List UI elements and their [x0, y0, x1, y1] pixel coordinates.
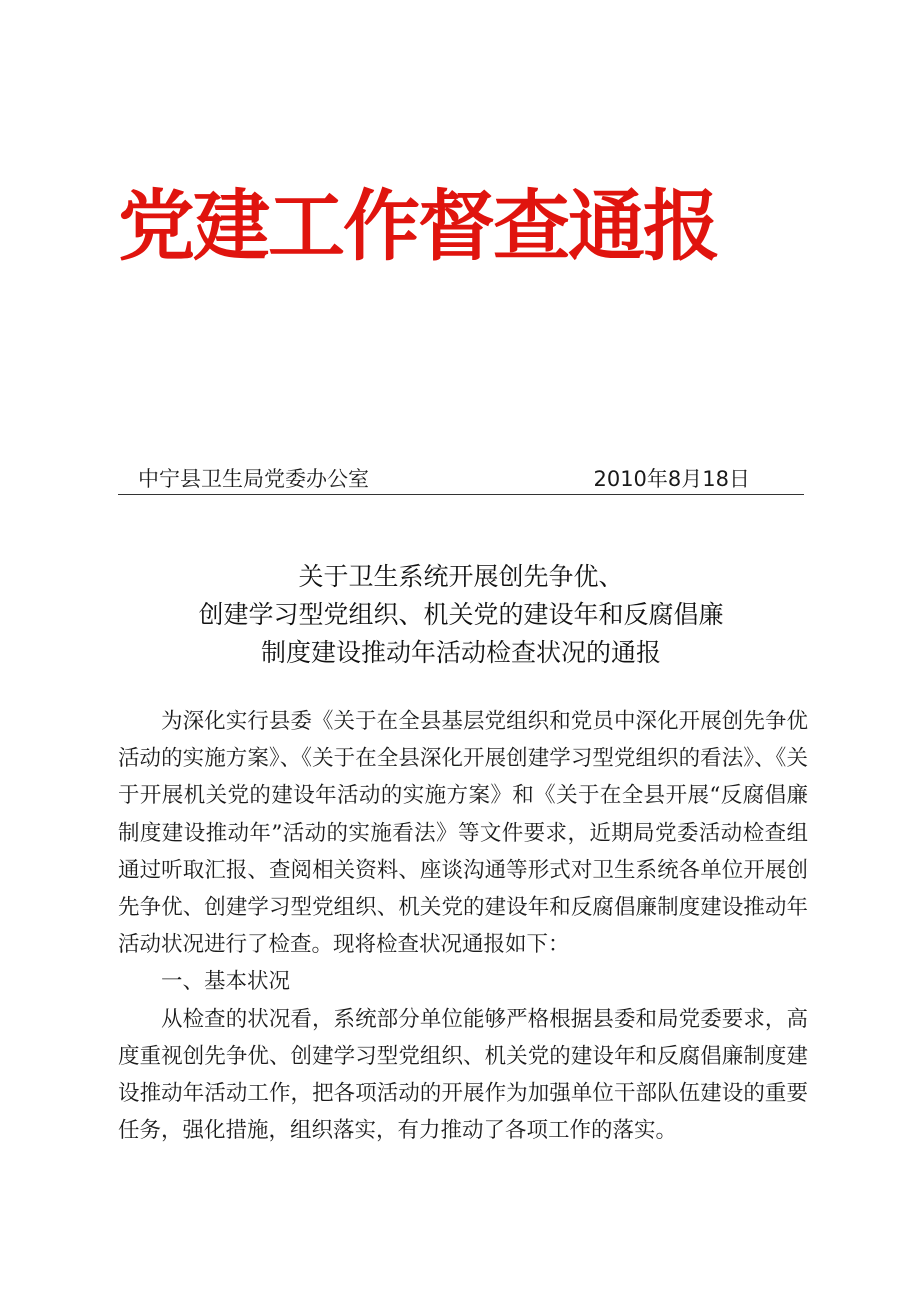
section-heading: 一、基本状况 [161, 969, 291, 995]
body-paragraph: 为深化实行县委《关于在全县基层党组织和党员中深化开展创先争优活动的实施方案》、《关于在全县深化开展创建学习型党组织的看法》、《关于开展机关党的建设年活动的实施方案》和《关于在全县开展“反腐倡廉制度建设推动年”活动的实施看法》等文件要求，近期局党委活动检查组通过听取汇报、查阅相关资料、座谈沟通等形式对卫生系统各单位开展创先争优、创建学习型党组织、机关党的建设年和反腐倡廉制度建设推动年活动状况进行了检查。现将检查状况通报如下： [118, 709, 808, 958]
issuer-name: 中宁县卫生局党委办公室 [138, 467, 369, 491]
masthead-title: 党建工作督查通报 [118, 183, 718, 272]
issue-date: 2010年8月18日 [593, 467, 750, 491]
title-line: 制度建设推动年活动检查状况的通报 [260, 638, 661, 667]
body-text [118, 703, 808, 1149]
document-title [118, 558, 804, 672]
title-line: 创建学习型党组织、机关党的建设年和反腐倡廉 [198, 600, 724, 629]
title-line: 关于卫生系统开展创先争优、 [298, 562, 624, 591]
body-paragraph: 从检查的状况看，系统部分单位能够严格根据县委和局党委要求，高度重视创先争优、创建学习型党组织、机关党的建设年和反腐倡廉制度建设推动年活动工作，把各项活动的开展作为加强单位干部队伍建设的重要任务，强化措施，组织落实，有力推动了各项工作的落实。 [118, 1006, 808, 1144]
issuer-row [118, 466, 804, 495]
